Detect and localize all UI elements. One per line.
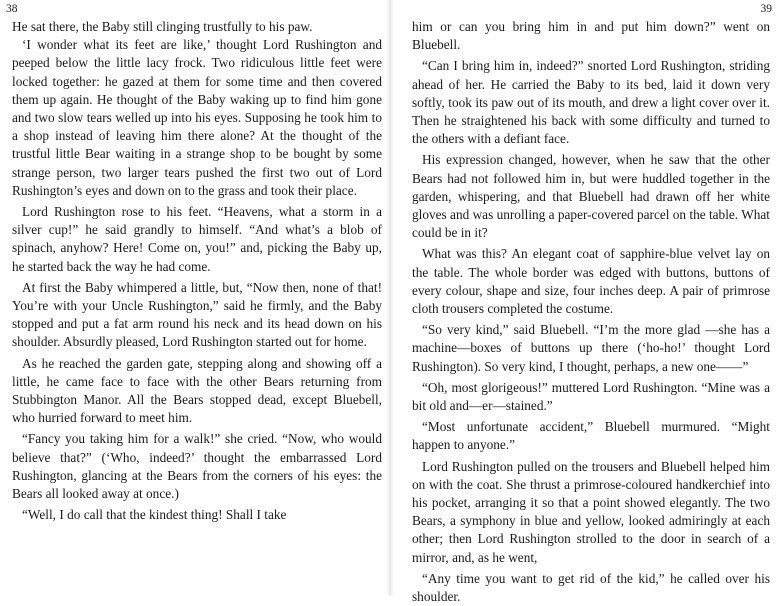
paragraph: “Can I bring him in, indeed?” snorted Lord Rushington, striding ahead of her. He carried the Baby to its bed, laid it down very softly, took its paw out of its mouth, and drew a light cover over it. Then he straightened his back with some difficulty and turned to the others with a defiant face. — [412, 58, 770, 147]
paragraph: ‘I wonder what its feet are like,’ thought Lord Rushington and peeped below the little lacy frock. Two ridiculous little feet were locked together: he gazed at them for some time and then covered them up again. He thought of the Baby waking up to find him gone and two slow tears welled up into his eyes. Supposing he took him to a shop instead of leaving him there alone? At the thought of the trustful little Bear waiting in a strange shop to be bought by some strange person, two larger tears pushed the first two out of Lord Rushington’s eyes and down on to the grass and took their place. — [12, 37, 382, 198]
paragraph: His expression changed, however, when he saw that the other Bears had not followed him in, but were huddled together in the garden, whispering, and that Bluebell had drawn off her white gloves and was unrolling a paper-covered parcel on the table. What could be in it? — [412, 152, 770, 241]
paragraph: What was this? An elegant coat of sapphire-blue velvet lay on the table. The whole border was edged with buttons, buttons of every colour, shape and size, four inches deep. A pair of primrose cloth trousers completed the costume. — [412, 246, 770, 317]
page-number-right: 39 — [760, 3, 772, 15]
paragraph: Lord Rushington pulled on the trousers and Bluebell helped him on with the coat. She thrust a primrose-coloured handkerchief into his pocket, arranging it so that a point showed elegantly. The two Bears, a symphony in blue and yellow, looked admiringly at each other; then Lord Rushington strolled to the door in search of a mirror, and, as he went, — [412, 458, 770, 565]
right-page-text — [412, 18, 770, 606]
paragraph: him or can you bring him in and put him down?” went on Bluebell. — [412, 19, 770, 53]
left-page-text — [12, 18, 382, 524]
left-page — [0, 0, 388, 595]
paragraph: Lord Rushington rose to his feet. “Heavens, what a storm in a silver cup!” he said grandly to himself. “And what’s a blob of spinach, anyhow? Here! Come on, you!” and, picking the Baby up, he started back the way he had come. — [12, 204, 382, 274]
paragraph: “Most unfortunate accident,” Bluebell murmured. “Might happen to anyone.” — [412, 419, 770, 453]
page-number-left: 38 — [6, 3, 18, 15]
right-page — [392, 0, 780, 605]
paragraph: As he reached the garden gate, stepping along and showing off a little, he came face to face with the other Bears returning from Stubbington Manor. All the Bears stopped dead, except Bluebell, who hurried forward to meet him. — [12, 355, 382, 426]
paragraph: He sat there, the Baby still clinging trustfully to his paw. — [12, 19, 313, 34]
paragraph: “Any time you want to get rid of the kid,” he called over his shoulder. — [412, 570, 770, 605]
paragraph: “Oh, most glorigeous!” muttered Lord Rushington. “Mine was a bit old and—er—stained.” — [412, 379, 770, 414]
paragraph: “Fancy you taking him for a walk!” she cried. “Now, who would believe that?” (‘Who, indeed?’ thought the embarrassed Lord Rushington, glancing at the Bears from the corners of his eyes: the Bears all looked away at once.) — [12, 431, 382, 502]
paragraph: “Well, I do call that the kindest thing! Shall I take — [22, 507, 287, 523]
paragraph: At first the Baby whimpered a little, but, “Now then, none of that! You’re with your Uncle Rushington,” said he firmly, and the Baby stopped and put a fat arm round his neck and its head down on his shoulder. Absurdly pleased, Lord Rushington started out for home. — [12, 279, 382, 350]
paragraph: “So very kind,” said Bluebell. “I’m the more glad —she has a machine—boxes of buttons up there (‘ho-ho!’ thought Lord Rushington). So very kind, I thought, perhaps, a new one——” — [412, 322, 770, 374]
